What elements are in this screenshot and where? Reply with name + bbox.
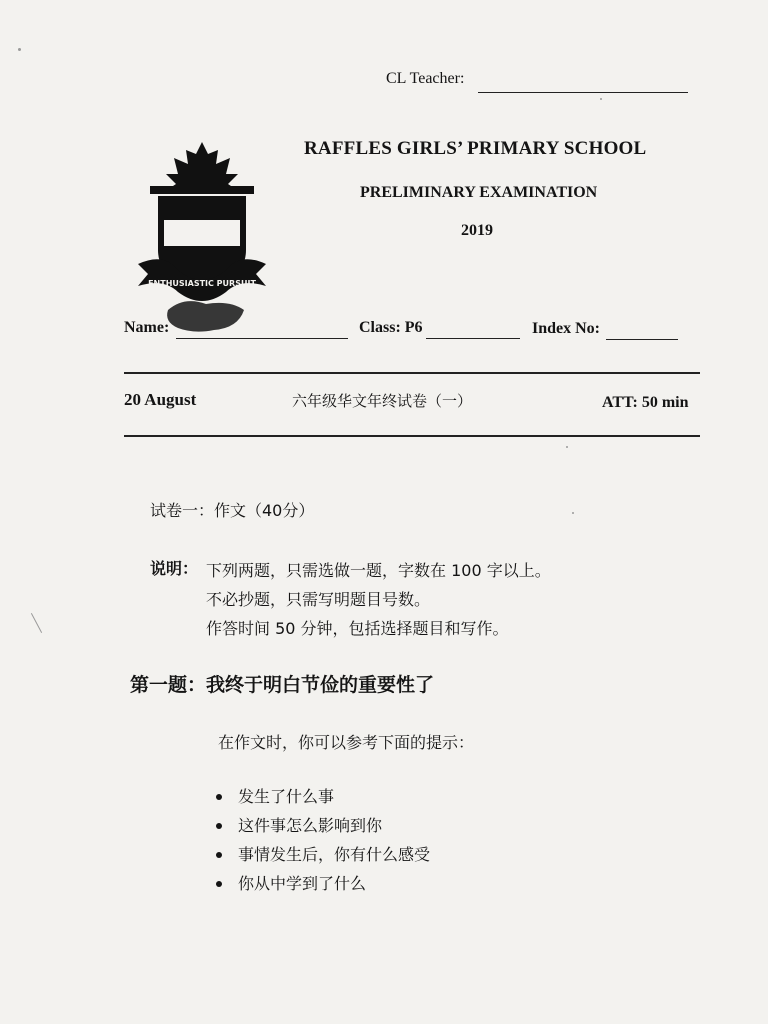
index-field [532,320,600,338]
instructions-list [206,556,551,643]
question-title: 第一题：我终于明白节俭的重要性了 [130,674,435,696]
scan-speck [600,98,602,100]
instruction-line: 不必抄题，只需写明题目号数。 [206,590,431,609]
index-blank[interactable] [606,339,678,340]
class-blank[interactable] [426,338,520,339]
instruction-line: 作答时间 50 分钟，包括选择题目和写作。 [206,619,509,638]
teacher-field [386,70,464,88]
exam-name: PRELIMINARY EXAMINATION [360,184,598,201]
paper-title: 六年级华文年终试卷（一） [292,392,473,410]
hint-list [214,782,430,898]
teacher-blank[interactable] [478,92,688,93]
exam-time: ATT: 50 min [602,394,689,411]
scan-speck [18,48,21,51]
divider-bottom [124,435,700,437]
instructions-label: 说明： [150,559,199,578]
scan-speck [31,613,42,633]
hint-item: 事情发生后，你有什么感受 [214,840,430,869]
name-label: Name: [124,319,170,336]
question-prompt: 在作文时，你可以参考下面的提示： [218,733,475,752]
hint-item: 这件事怎么影响到你 [214,811,430,840]
scan-speck [566,446,568,448]
crest-motto: ENTHUSIASTIC PURSUIT [148,279,256,288]
exam-date: 20 August [124,390,197,409]
school-crest-logo [134,140,270,336]
scan-speck [572,512,574,514]
class-field [359,319,423,337]
teacher-label: CL Teacher: [386,70,465,87]
name-blank[interactable] [176,338,348,339]
name-field [124,319,169,337]
class-label: Class: P6 [359,319,423,336]
index-label: Index No: [532,320,601,337]
school-name: RAFFLES GIRLS’ PRIMARY SCHOOL [304,138,647,159]
hint-item: 你从中学到了什么 [214,869,430,898]
section-title: 试卷一：作文（40分） [150,501,315,520]
exam-year: 2019 [461,222,493,239]
instruction-line: 下列两题，只需选做一题，字数在 100 字以上。 [206,561,551,580]
divider-top [124,372,700,374]
hint-item: 发生了什么事 [214,782,430,811]
